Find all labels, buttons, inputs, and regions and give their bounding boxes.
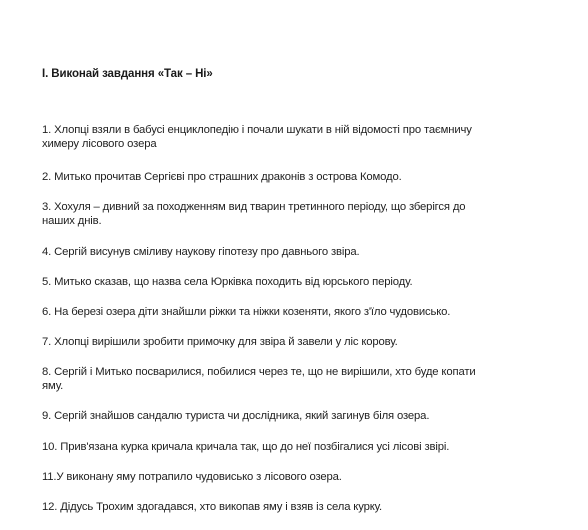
list-item-text: 11.У виконану яму потрапило чудовисько з лісового озера. xyxy=(42,471,342,483)
list-item-text: 1. Хлопці взяли в бабусі енциклопедію і почали шукати в ній відомості про таємничу xyxy=(42,124,472,136)
list-item-1 xyxy=(42,124,472,151)
list-item-text: 7. Хлопці вирішили зробити примочку для звіра й завели у ліс корову. xyxy=(42,336,398,348)
list-item-text: 8. Сергій і Митько посварилися, побилися через те, що не вирішили, хто буде копати xyxy=(42,366,476,378)
list-item-text: 2. Митько прочитав Сергієві про страшних драконів з острова Комодо. xyxy=(42,171,402,183)
list-item-10 xyxy=(42,441,449,455)
list-item-text: яму. xyxy=(42,379,64,392)
list-item-3 xyxy=(42,201,465,228)
list-item-text: 10. Прив'язана курка кричала кричала так, що до неї позбігалися усі лісові звірі. xyxy=(42,441,450,453)
list-item-9 xyxy=(42,410,429,424)
list-item-text: 3. Хохуля – дивний за походженням вид тварин третинного періоду, що зберігся до xyxy=(42,201,466,213)
list-item-7 xyxy=(42,336,398,350)
list-item-text: 12. Дідусь Трохим здогадався, хто викопав яму і взяв із села курку. xyxy=(42,501,383,513)
list-item-text: 4. Сергій висунув сміливу наукову гіпотезу про давнього звіра. xyxy=(42,246,360,258)
list-item-text: химеру лісового озера xyxy=(42,137,157,150)
list-item-6 xyxy=(42,306,450,320)
list-item-11 xyxy=(42,471,342,485)
list-item-text: 6. На березі озера діти знайшли ріжки та ніжки козеняти, якого з'їло чудовисько. xyxy=(42,306,451,318)
list-item-text: 9. Сергій знайшов сандалю туриста чи дослідника, який загинув біля озера. xyxy=(42,410,430,422)
section-heading: І. Виконай завдання «Так – Ні» xyxy=(42,68,213,80)
list-item-text: наших днів. xyxy=(42,214,102,227)
list-item-4 xyxy=(42,246,360,260)
list-item-5 xyxy=(42,276,412,290)
list-item-12 xyxy=(42,501,382,515)
list-item-8 xyxy=(42,366,476,393)
list-item-2 xyxy=(42,171,402,185)
list-item-text: 5. Митько сказав, що назва села Юрківка походить від юрського періоду. xyxy=(42,276,413,288)
